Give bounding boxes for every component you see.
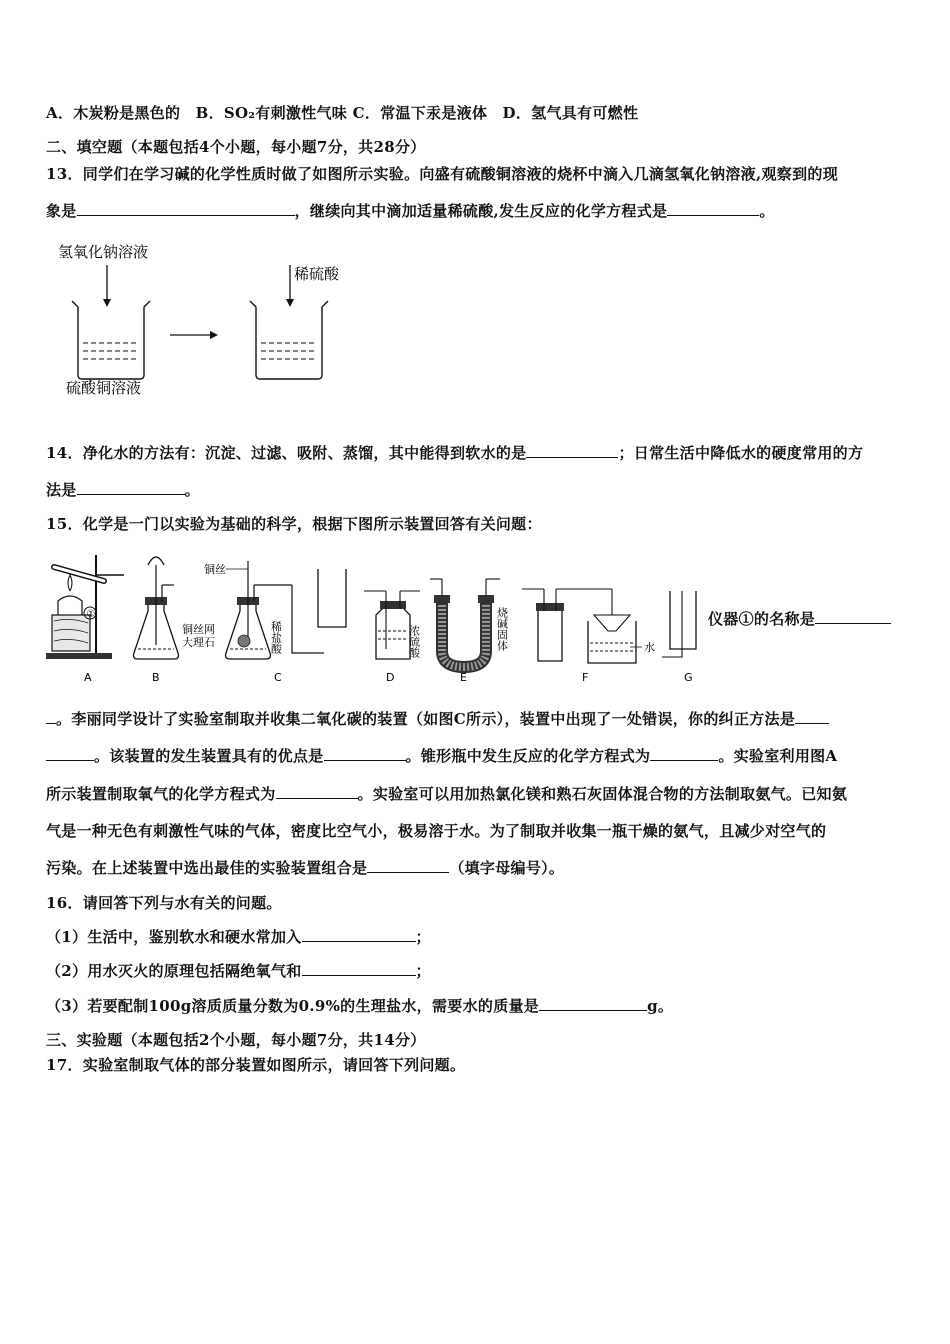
q16-item3-text: （3）若要配制100g溶质质量分数为0.9%的生理盐水，需要水的质量是 — [46, 997, 540, 1015]
q15-line3-c: 。锥形瓶中发生反应的化学方程式为 — [405, 747, 651, 765]
apparatus-b — [134, 557, 179, 659]
label-soda-lime: 烧碱固体 — [495, 607, 509, 651]
q16-item2-text: （2）用水灭火的原理包括隔绝氧气和 — [46, 962, 302, 980]
apparatus-e — [430, 579, 509, 667]
label-dilute-hcl: 稀盐酸 — [269, 621, 283, 654]
q14-blank-method[interactable] — [77, 480, 185, 495]
letter-e: E — [460, 671, 467, 684]
q17-line1: 17．实验室制取气体的部分装置如图所示，请回答下列问题。 — [46, 1056, 466, 1074]
q15-line4-b: 。实验室可以用加热氯化镁和熟石灰固体混合物的方法制取氨气。已知氨 — [357, 785, 848, 803]
q15-blank-instrument[interactable] — [815, 609, 891, 624]
q15-blank-flask-equation[interactable] — [650, 746, 718, 761]
q14-line2-b: 。 — [184, 481, 200, 499]
q15-line6-a: 污染。在上述装置中选出最佳的实验装置组合是 — [46, 859, 368, 877]
letter-f: F — [582, 671, 589, 684]
q12-options: A．木炭粉是黑色的 B．SO₂有刺激性气味 C．常温下汞是液体 D．氢气具有可燃性 — [46, 104, 639, 122]
apparatus-d — [364, 591, 421, 659]
section3-title: 三、实验题（本题包括2个小题，每小题7分，共14分） — [46, 1031, 426, 1049]
q13-label-naoh: 氢氧化钠溶液 — [58, 243, 149, 261]
q15-blank-instrument-cont[interactable] — [46, 709, 56, 724]
label-copper-wire: 铜丝 — [204, 563, 226, 576]
q16-item3 — [46, 995, 673, 1016]
label-copper-mesh: 铜丝网 — [182, 623, 215, 636]
apparatus-f — [522, 589, 655, 663]
beaker-2 — [250, 301, 328, 379]
q13-blank-phenomenon[interactable] — [77, 201, 295, 216]
q14-line1-a: 14．净化水的方法有：沉淀、过滤、吸附、蒸馏，其中能得到软水的是 — [46, 444, 527, 462]
q15-line2-a: 。李丽同学设计了实验室制取并收集二氧化碳的装置（如图C所示），装置中出现了一处错误，你的纠正方法是 — [56, 710, 796, 728]
q16-item1 — [46, 926, 431, 947]
q14-line2 — [46, 479, 200, 500]
q15-figure — [44, 545, 704, 690]
q15-line6 — [46, 857, 564, 878]
q15-line3 — [46, 745, 837, 766]
q15-blank-correction-cont[interactable] — [46, 746, 94, 761]
q16-item2 — [46, 960, 431, 981]
q16-item1-end: ； — [415, 928, 431, 946]
q15-line4 — [46, 783, 847, 804]
q14-line1-b: ；日常生活中降低水的硬度常用的方 — [618, 444, 864, 462]
letter-g: G — [684, 671, 693, 684]
q16-blank-3[interactable] — [539, 996, 647, 1011]
label-water: 水 — [644, 641, 655, 654]
q16-item2-end: ； — [415, 962, 431, 980]
q13-line2 — [46, 200, 775, 221]
q13-label-cuso4: 硫酸铜溶液 — [66, 379, 142, 397]
q15-blank-advantage[interactable] — [324, 746, 406, 761]
apparatus-c — [182, 561, 346, 659]
q15-side-text — [708, 608, 891, 629]
label-marble: 大理石 — [182, 636, 215, 649]
apparatus-a — [46, 555, 124, 659]
q16-blank-1[interactable] — [302, 927, 416, 942]
q14-blank-soft-water[interactable] — [526, 443, 618, 458]
q15-line6-b: （填字母编号）。 — [449, 859, 565, 877]
letter-d: D — [386, 671, 395, 684]
q16-blank-2[interactable] — [302, 961, 416, 976]
section2-title: 二、填空题（本题包括4个小题，每小题7分，共28分） — [46, 138, 426, 156]
q16-item1-text: （1）生活中，鉴别软水和硬水常加入 — [46, 928, 302, 946]
q16-title: 16．请回答下列与水有关的问题。 — [46, 894, 282, 912]
q13-line2-a: 象是 — [46, 202, 77, 220]
q15-line4-a: 所示装置制取氧气的化学方程式为 — [46, 785, 276, 803]
q15-blank-oxygen-equation[interactable] — [276, 784, 358, 799]
q14-line2-a: 法是 — [46, 481, 77, 499]
apparatus-g — [662, 591, 696, 657]
q15-line3-d: 。实验室利用图A — [718, 747, 838, 765]
q14-line1 — [46, 442, 863, 463]
q15-line1: 15．化学是一门以实验为基础的科学，根据下图所示装置回答有关问题： — [46, 515, 542, 533]
letter-c: C — [274, 671, 282, 684]
q13-line1: 13．同学们在学习碱的化学性质时做了如图所示实验。向盛有硫酸铜溶液的烧杯中滴入几滴氢氧化钠溶液,观察到的现 — [46, 165, 839, 183]
q16-item3-unit: g。 — [647, 997, 674, 1015]
q15-line2 — [46, 708, 829, 729]
q15-blank-correction[interactable] — [795, 709, 829, 724]
q13-figure — [50, 235, 380, 400]
q13-line2-b: ，继续向其中滴加适量稀硫酸,发生反应的化学方程式是 — [294, 202, 668, 220]
q15-side-label: 仪器①的名称是 — [708, 610, 816, 628]
q13-line2-c: 。 — [759, 202, 775, 220]
beaker-1 — [72, 301, 150, 379]
q15-line3-b: 。该装置的发生装置具有的优点是 — [94, 747, 324, 765]
letter-b: B — [152, 671, 160, 684]
q15-blank-combination[interactable] — [367, 858, 449, 873]
letter-a: A — [84, 671, 92, 684]
q13-label-h2so4: 稀硫酸 — [294, 265, 340, 283]
q15-line5: 气是一种无色有刺激性气味的气体，密度比空气小，极易溶于水。为了制取并收集一瓶干燥的氨气，且减少对空气的 — [46, 822, 827, 840]
label-conc-h2so4: 浓硫酸 — [407, 625, 421, 658]
label-circle-one: ① — [86, 609, 96, 620]
q13-blank-equation[interactable] — [667, 201, 759, 216]
